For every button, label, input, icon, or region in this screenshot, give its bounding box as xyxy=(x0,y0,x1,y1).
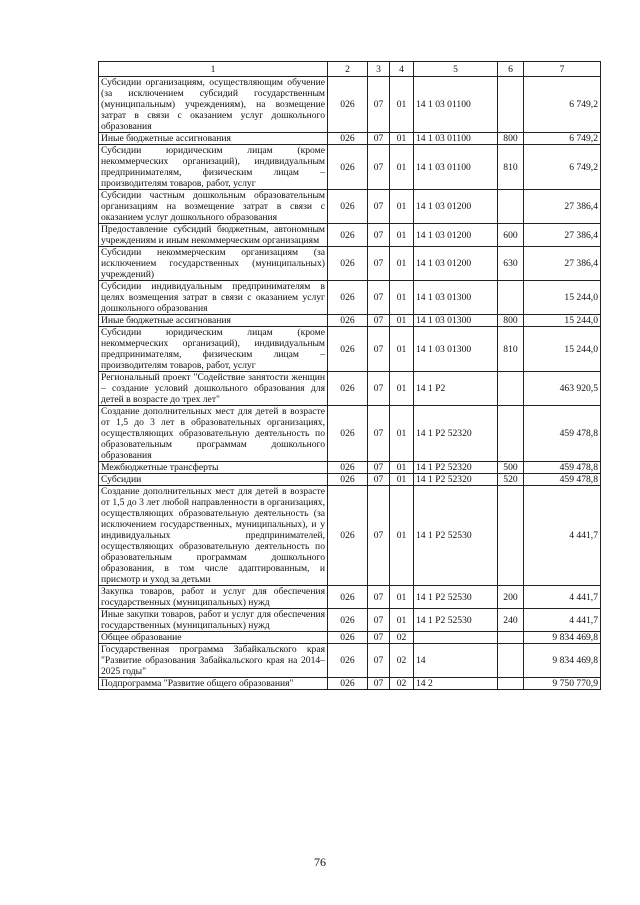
section-code-cell: 07 xyxy=(368,247,390,281)
table-row xyxy=(99,133,601,145)
name-cell: Предоставление субсидий бюджетным, автономным учреждениям и иным некоммерческим организациям xyxy=(99,224,328,247)
column-header: 6 xyxy=(498,62,524,77)
target-item-cell: 14 1 P2 xyxy=(414,372,498,406)
expense-type-cell: 810 xyxy=(498,327,524,372)
name-cell: Субсидии xyxy=(99,474,328,486)
name-cell: Создание дополнительных мест для детей в возрасте от 1,5 до 3 лет в образовательных организациях, осуществляющих образовательную деятельность по образовательным программам дошкольного образования xyxy=(99,406,328,462)
ministry-code-cell: 026 xyxy=(328,632,368,644)
expense-type-cell xyxy=(498,281,524,315)
table-row xyxy=(99,190,601,224)
section-code-cell: 07 xyxy=(368,327,390,372)
section-code-cell: 07 xyxy=(368,224,390,247)
subsection-code-cell: 01 xyxy=(390,77,414,133)
subsection-code-cell: 01 xyxy=(390,247,414,281)
expense-type-cell: 520 xyxy=(498,474,524,486)
column-header: 4 xyxy=(390,62,414,77)
name-cell: Иные бюджетные ассигнования xyxy=(99,133,328,145)
expense-type-cell xyxy=(498,190,524,224)
expense-type-cell: 240 xyxy=(498,609,524,632)
ministry-code-cell: 026 xyxy=(328,372,368,406)
name-cell: Межбюджетные трансферты xyxy=(99,462,328,474)
subsection-code-cell: 01 xyxy=(390,145,414,190)
amount-cell: 4 441,7 xyxy=(524,609,601,632)
section-code-cell: 07 xyxy=(368,462,390,474)
table-row xyxy=(99,586,601,609)
column-header: 1 xyxy=(99,62,328,77)
expense-type-cell xyxy=(498,406,524,462)
expense-type-cell: 200 xyxy=(498,586,524,609)
table-row xyxy=(99,77,601,133)
section-code-cell: 07 xyxy=(368,133,390,145)
name-cell: Подпрограмма "Развитие общего образования" xyxy=(99,678,328,690)
target-item-cell: 14 1 P2 52320 xyxy=(414,406,498,462)
subsection-code-cell: 01 xyxy=(390,133,414,145)
name-cell: Субсидии юридическим лицам (кроме некоммерческих организаций), индивидуальным предпринимателям, физическим лицам – производителям товаров, работ, услуг xyxy=(99,145,328,190)
section-code-cell: 07 xyxy=(368,190,390,224)
section-code-cell: 07 xyxy=(368,315,390,327)
target-item-cell: 14 1 03 01200 xyxy=(414,247,498,281)
amount-cell: 9 750 770,9 xyxy=(524,678,601,690)
amount-cell: 15 244,0 xyxy=(524,281,601,315)
ministry-code-cell: 026 xyxy=(328,190,368,224)
subsection-code-cell: 01 xyxy=(390,281,414,315)
target-item-cell: 14 1 03 01200 xyxy=(414,224,498,247)
amount-cell: 9 834 469,8 xyxy=(524,632,601,644)
table-row xyxy=(99,678,601,690)
expense-type-cell: 630 xyxy=(498,247,524,281)
name-cell: Субсидии некоммерческим организациям (за исключением государственных (муниципальных) учреждений) xyxy=(99,247,328,281)
expense-type-cell xyxy=(498,486,524,586)
subsection-code-cell: 01 xyxy=(390,327,414,372)
ministry-code-cell: 026 xyxy=(328,247,368,281)
target-item-cell: 14 2 xyxy=(414,678,498,690)
amount-cell: 4 441,7 xyxy=(524,486,601,586)
amount-cell: 4 441,7 xyxy=(524,586,601,609)
expense-type-cell xyxy=(498,372,524,406)
amount-cell: 463 920,5 xyxy=(524,372,601,406)
table-row xyxy=(99,406,601,462)
name-cell: Иные закупки товаров, работ и услуг для обеспечения государственных (муниципальных) нужд xyxy=(99,609,328,632)
target-item-cell: 14 1 P2 52530 xyxy=(414,609,498,632)
section-code-cell: 07 xyxy=(368,474,390,486)
subsection-code-cell: 01 xyxy=(390,190,414,224)
amount-cell: 459 478,8 xyxy=(524,406,601,462)
target-item-cell: 14 1 P2 52530 xyxy=(414,586,498,609)
subsection-code-cell: 02 xyxy=(390,678,414,690)
expense-type-cell: 800 xyxy=(498,133,524,145)
subsection-code-cell: 01 xyxy=(390,486,414,586)
amount-cell: 459 478,8 xyxy=(524,462,601,474)
column-header: 5 xyxy=(414,62,498,77)
table-row xyxy=(99,247,601,281)
amount-cell: 15 244,0 xyxy=(524,327,601,372)
column-header: 3 xyxy=(368,62,390,77)
section-code-cell: 07 xyxy=(368,77,390,133)
target-item-cell: 14 1 03 01300 xyxy=(414,315,498,327)
amount-cell: 6 749,2 xyxy=(524,77,601,133)
table-body xyxy=(99,77,601,690)
name-cell: Субсидии частным дошкольным образовательным организациям на возмещение затрат в связи с оказанием услуг дошкольного образования xyxy=(99,190,328,224)
name-cell: Общее образование xyxy=(99,632,328,644)
section-code-cell: 07 xyxy=(368,678,390,690)
expense-type-cell xyxy=(498,644,524,678)
target-item-cell: 14 1 03 01200 xyxy=(414,190,498,224)
target-item-cell: 14 xyxy=(414,644,498,678)
expense-type-cell: 810 xyxy=(498,145,524,190)
ministry-code-cell: 026 xyxy=(328,224,368,247)
table-row xyxy=(99,486,601,586)
ministry-code-cell: 026 xyxy=(328,77,368,133)
expense-type-cell xyxy=(498,77,524,133)
name-cell: Закупка товаров, работ и услуг для обеспечения государственных (муниципальных) нужд xyxy=(99,586,328,609)
target-item-cell: 14 1 03 01300 xyxy=(414,327,498,372)
section-code-cell: 07 xyxy=(368,145,390,190)
expense-type-cell: 600 xyxy=(498,224,524,247)
expense-type-cell: 500 xyxy=(498,462,524,474)
ministry-code-cell: 026 xyxy=(328,486,368,586)
table-row xyxy=(99,462,601,474)
name-cell: Субсидии индивидуальным предпринимателям в целях возмещения затрат в связи с оказанием услуг дошкольного образования xyxy=(99,281,328,315)
ministry-code-cell: 026 xyxy=(328,462,368,474)
section-code-cell: 07 xyxy=(368,372,390,406)
ministry-code-cell: 026 xyxy=(328,327,368,372)
subsection-code-cell: 01 xyxy=(390,609,414,632)
column-number-header-row xyxy=(99,62,601,77)
section-code-cell: 07 xyxy=(368,586,390,609)
expense-type-cell xyxy=(498,632,524,644)
name-cell: Региональный проект "Содействие занятости женщин – создание условий дошкольного образования для детей в возрасте до трех лет" xyxy=(99,372,328,406)
section-code-cell: 07 xyxy=(368,281,390,315)
ministry-code-cell: 026 xyxy=(328,315,368,327)
column-header: 7 xyxy=(524,62,601,77)
section-code-cell: 07 xyxy=(368,632,390,644)
column-header: 2 xyxy=(328,62,368,77)
target-item-cell: 14 1 P2 52530 xyxy=(414,486,498,586)
ministry-code-cell: 026 xyxy=(328,678,368,690)
ministry-code-cell: 026 xyxy=(328,406,368,462)
amount-cell: 27 386,4 xyxy=(524,190,601,224)
ministry-code-cell: 026 xyxy=(328,586,368,609)
table-row xyxy=(99,281,601,315)
section-code-cell: 07 xyxy=(368,644,390,678)
name-cell: Создание дополнительных мест для детей в возрасте от 1,5 до 3 лет любой направленности в организациях, осуществляющих образовательную деятельность (за исключением государственных, муниципальных), и у индивидуальных предпринимателей, осуществляющих образовательную деятельность по образовательным программам дошкольного образования, в том числе адаптированным, и присмотр и уход за детьми xyxy=(99,486,328,586)
amount-cell: 459 478,8 xyxy=(524,474,601,486)
target-item-cell: 14 1 03 01300 xyxy=(414,281,498,315)
ministry-code-cell: 026 xyxy=(328,145,368,190)
table-row xyxy=(99,644,601,678)
table-row xyxy=(99,609,601,632)
ministry-code-cell: 026 xyxy=(328,281,368,315)
amount-cell: 6 749,2 xyxy=(524,145,601,190)
budget-table xyxy=(98,61,601,690)
subsection-code-cell: 01 xyxy=(390,462,414,474)
amount-cell: 6 749,2 xyxy=(524,133,601,145)
page-number: 76 xyxy=(314,855,326,869)
target-item-cell: 14 1 P2 52320 xyxy=(414,462,498,474)
name-cell: Государственная программа Забайкальского края "Развитие образования Забайкальского края на 2014–2025 годы" xyxy=(99,644,328,678)
table-row xyxy=(99,145,601,190)
amount-cell: 9 834 469,8 xyxy=(524,644,601,678)
target-item-cell: 14 1 03 01100 xyxy=(414,145,498,190)
ministry-code-cell: 026 xyxy=(328,644,368,678)
target-item-cell xyxy=(414,632,498,644)
name-cell: Иные бюджетные ассигнования xyxy=(99,315,328,327)
table-row xyxy=(99,372,601,406)
table-row xyxy=(99,224,601,247)
table-row xyxy=(99,315,601,327)
ministry-code-cell: 026 xyxy=(328,133,368,145)
amount-cell: 27 386,4 xyxy=(524,224,601,247)
target-item-cell: 14 1 P2 52320 xyxy=(414,474,498,486)
subsection-code-cell: 01 xyxy=(390,586,414,609)
ministry-code-cell: 026 xyxy=(328,609,368,632)
subsection-code-cell: 01 xyxy=(390,224,414,247)
table-row xyxy=(99,327,601,372)
subsection-code-cell: 02 xyxy=(390,632,414,644)
table-row xyxy=(99,632,601,644)
table-row xyxy=(99,474,601,486)
amount-cell: 27 386,4 xyxy=(524,247,601,281)
name-cell: Субсидии организациям, осуществляющим обучение (за исключением субсидий государственным (муниципальным) учреждениям), на возмещение затрат в связи с оказанием услуг дошкольного образования xyxy=(99,77,328,133)
subsection-code-cell: 02 xyxy=(390,644,414,678)
target-item-cell: 14 1 03 01100 xyxy=(414,77,498,133)
section-code-cell: 07 xyxy=(368,486,390,586)
subsection-code-cell: 01 xyxy=(390,372,414,406)
ministry-code-cell: 026 xyxy=(328,474,368,486)
section-code-cell: 07 xyxy=(368,406,390,462)
name-cell: Субсидии юридическим лицам (кроме некоммерческих организаций), индивидуальным предпринимателям, физическим лицам – производителям товаров, работ, услуг xyxy=(99,327,328,372)
subsection-code-cell: 01 xyxy=(390,474,414,486)
expense-type-cell xyxy=(498,678,524,690)
subsection-code-cell: 01 xyxy=(390,315,414,327)
amount-cell: 15 244,0 xyxy=(524,315,601,327)
subsection-code-cell: 01 xyxy=(390,406,414,462)
target-item-cell: 14 1 03 01100 xyxy=(414,133,498,145)
expense-type-cell: 800 xyxy=(498,315,524,327)
section-code-cell: 07 xyxy=(368,609,390,632)
